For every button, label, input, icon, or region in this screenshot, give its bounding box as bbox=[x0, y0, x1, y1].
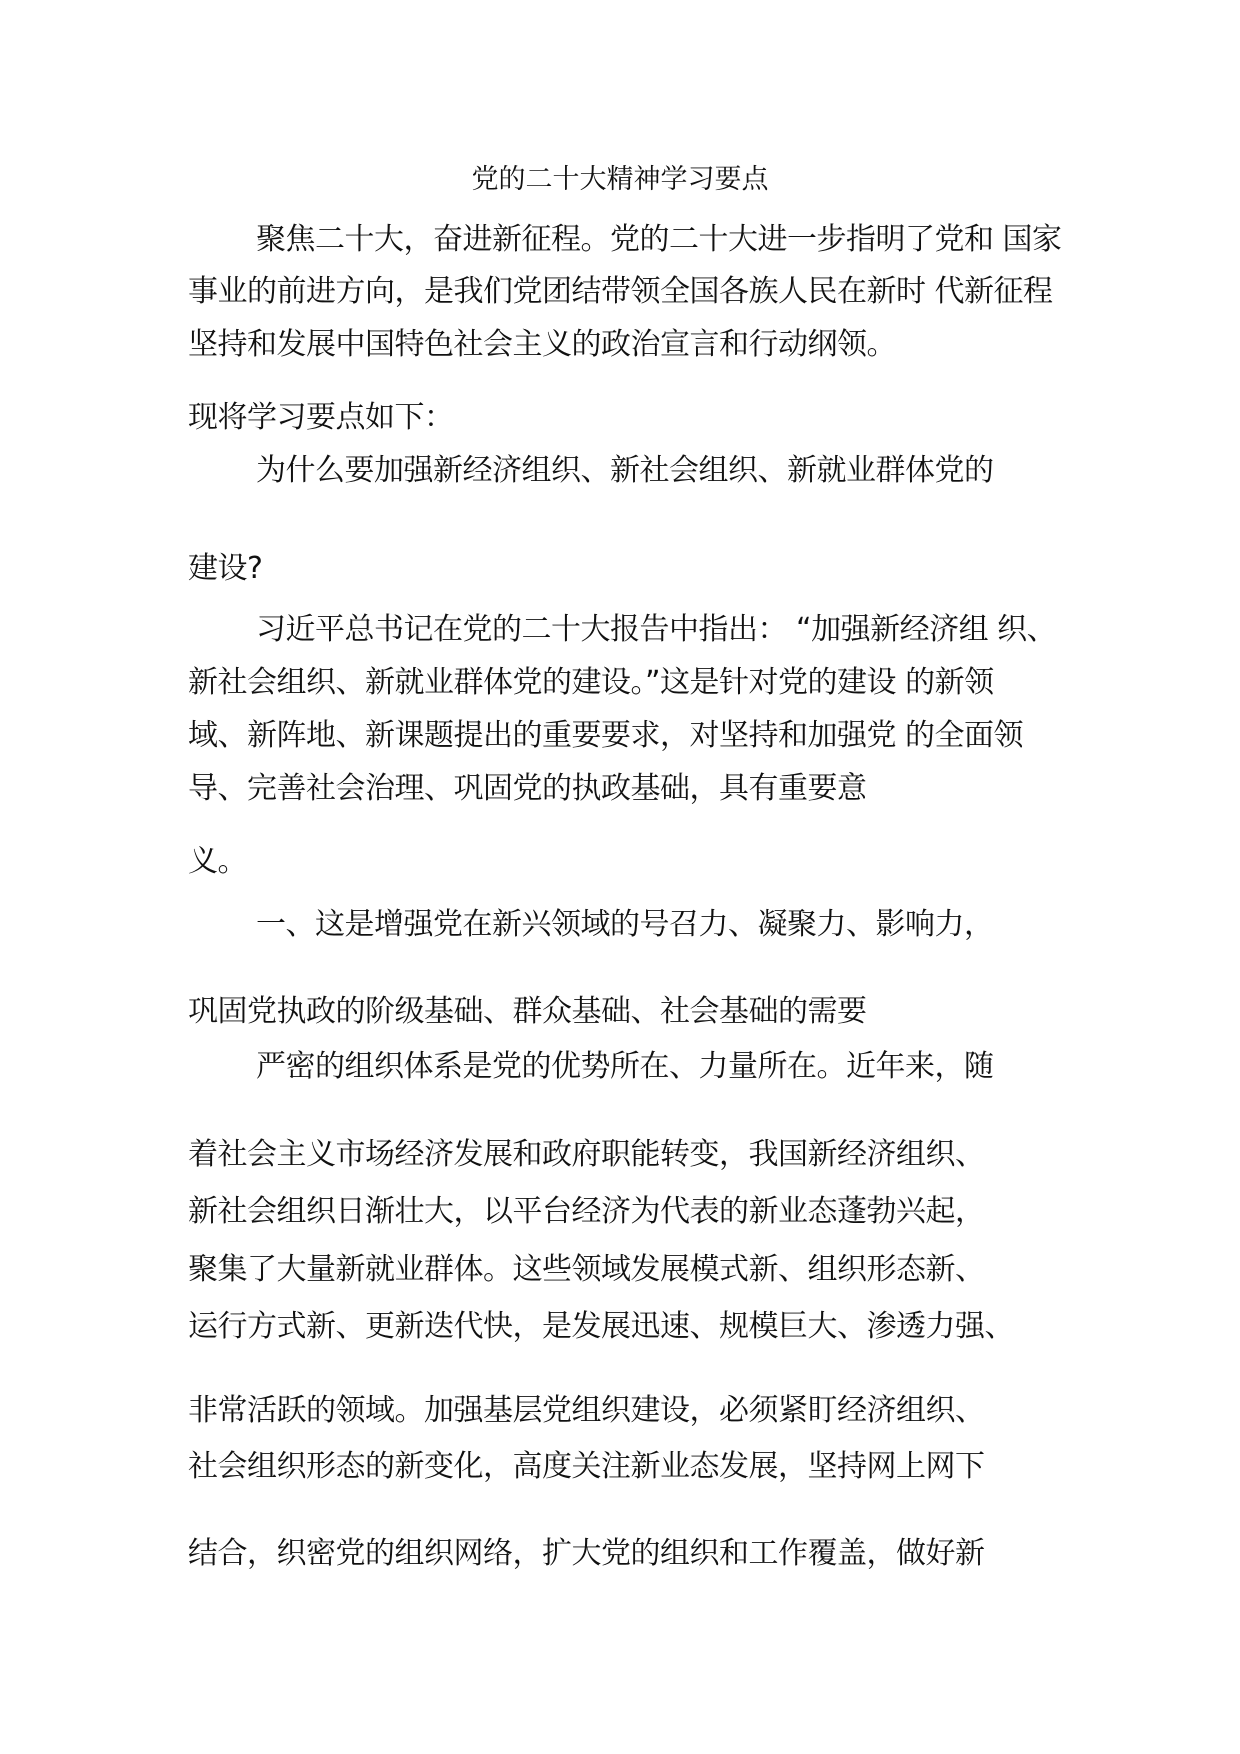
text-line: 结合，织密党的组织网络，扩大党的组织和工作覆盖，做好新 bbox=[188, 1536, 985, 1571]
text-line: 坚持和发展中国特色社会主义的政治宣言和行动纲领。 bbox=[188, 327, 896, 362]
document-title: 党的二十大精神学习要点 bbox=[471, 164, 769, 195]
text-line: 为什么要加强新经济组织、新社会组织、新就业群体党的 bbox=[256, 453, 994, 488]
text-line: 严密的组织体系是党的优势所在、力量所在。近年来，随 bbox=[256, 1049, 994, 1084]
text-line: 义。 bbox=[188, 844, 247, 879]
text-line: 运行方式新、更新迭代快，是发展迅速、规模巨大、渗透力强、 bbox=[188, 1309, 1014, 1344]
text-line: 新社会组织、新就业群体党的建设。”这是针对党的建设 的新领 bbox=[188, 665, 994, 700]
text-line: 聚焦二十大，奋进新征程。党的二十大进一步指明了党和 国家 bbox=[256, 222, 1062, 257]
text-line: 一、这是增强党在新兴领域的号召力、凝聚力、影响力， bbox=[256, 907, 994, 942]
text-line: 导、完善社会治理、巩固党的执政基础，具有重要意 bbox=[188, 771, 867, 806]
text-line: 新社会组织日渐壮大，以平台经济为代表的新业态蓬勃兴起， bbox=[188, 1194, 985, 1229]
text-line: 聚集了大量新就业群体。这些领域发展模式新、组织形态新、 bbox=[188, 1252, 985, 1287]
text-line: 现将学习要点如下： bbox=[188, 400, 454, 435]
text-line: 巩固党执政的阶级基础、群众基础、社会基础的需要 bbox=[188, 994, 867, 1029]
text-line: 非常活跃的领域。加强基层党组织建设，必须紧盯经济组织、 bbox=[188, 1393, 985, 1428]
text-line: 事业的前进方向，是我们党团结带领全国各族人民在新时 代新征程 bbox=[188, 274, 1053, 309]
text-line: 域、新阵地、新课题提出的重要要求，对坚持和加强党 的全面领 bbox=[188, 718, 1024, 753]
text-line: 社会组织形态的新变化，高度关注新业态发展，坚持网上网下 bbox=[188, 1449, 985, 1484]
text-line: 习近平总书记在党的二十大报告中指出： “加强新经济组 织、 bbox=[256, 612, 1057, 647]
text-line: 建设? bbox=[188, 551, 263, 586]
text-line: 着社会主义市场经济发展和政府职能转变，我国新经济组织、 bbox=[188, 1137, 985, 1172]
